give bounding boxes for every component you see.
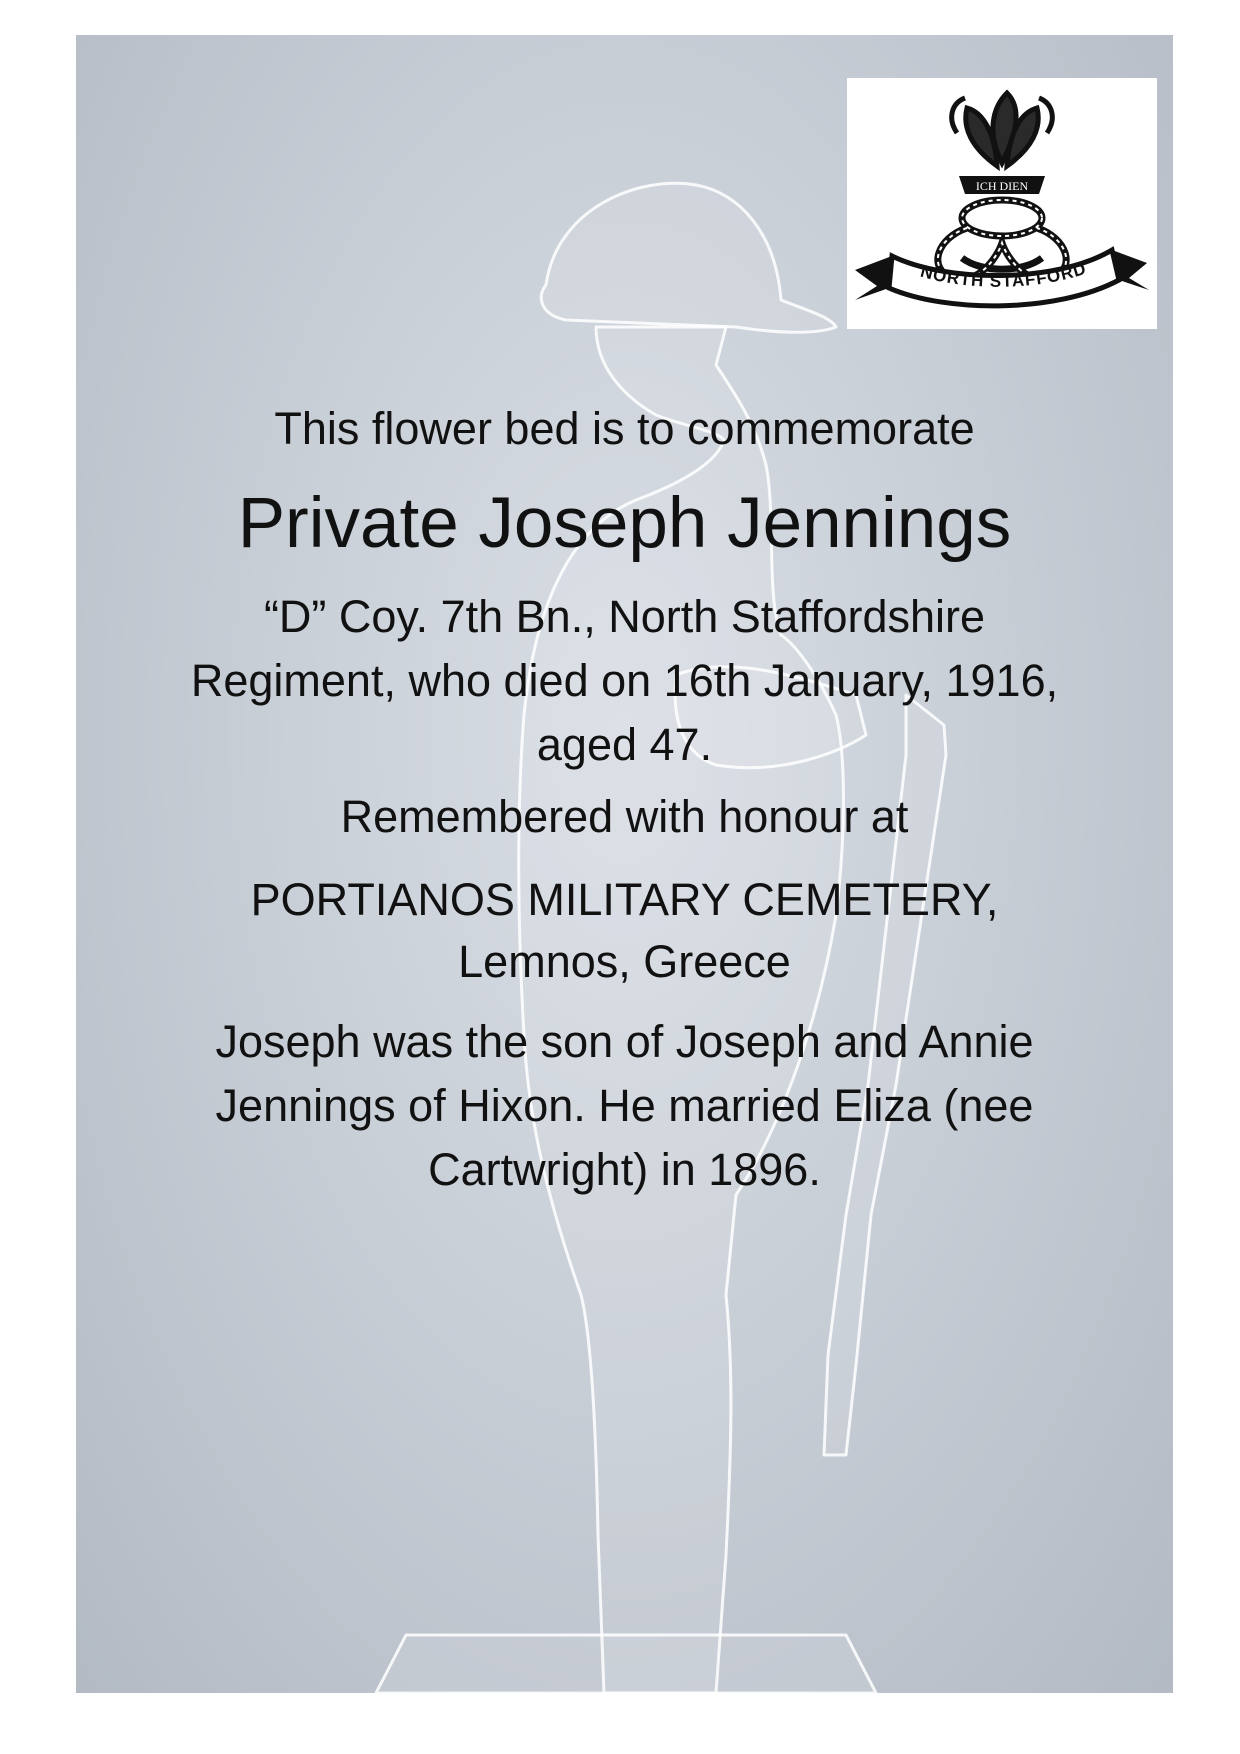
badge-scroll-text: NORTH STAFFORD bbox=[918, 258, 1089, 291]
cemetery-line: Lemnos, Greece bbox=[458, 936, 791, 987]
unit-line: Regiment, who died on 16th January, 1916, bbox=[190, 655, 1059, 706]
family-line: Jennings of Hixon. He married Eliza (nee bbox=[215, 1080, 1034, 1131]
family-details bbox=[76, 1010, 1173, 1202]
badge-motto: ICH DIEN bbox=[975, 179, 1029, 193]
cemetery-line: PORTIANOS MILITARY CEMETERY, bbox=[250, 874, 999, 925]
regiment-badge bbox=[847, 78, 1157, 329]
cemetery-details bbox=[76, 869, 1173, 993]
soldier-name: Private Joseph Jennings bbox=[237, 484, 1012, 563]
unit-line: “D” Coy. 7th Bn., North Staffordshire bbox=[263, 591, 986, 642]
north-stafford-regiment-badge-icon bbox=[847, 78, 1157, 329]
unit-line: aged 47. bbox=[536, 719, 713, 770]
remembered-text: Remembered with honour at bbox=[340, 791, 909, 842]
family-line: Cartwright) in 1896. bbox=[428, 1144, 821, 1195]
unit-details bbox=[76, 585, 1173, 777]
intro-text: This flower bed is to commemorate bbox=[274, 403, 975, 454]
family-line: Joseph was the son of Joseph and Annie bbox=[215, 1016, 1034, 1067]
